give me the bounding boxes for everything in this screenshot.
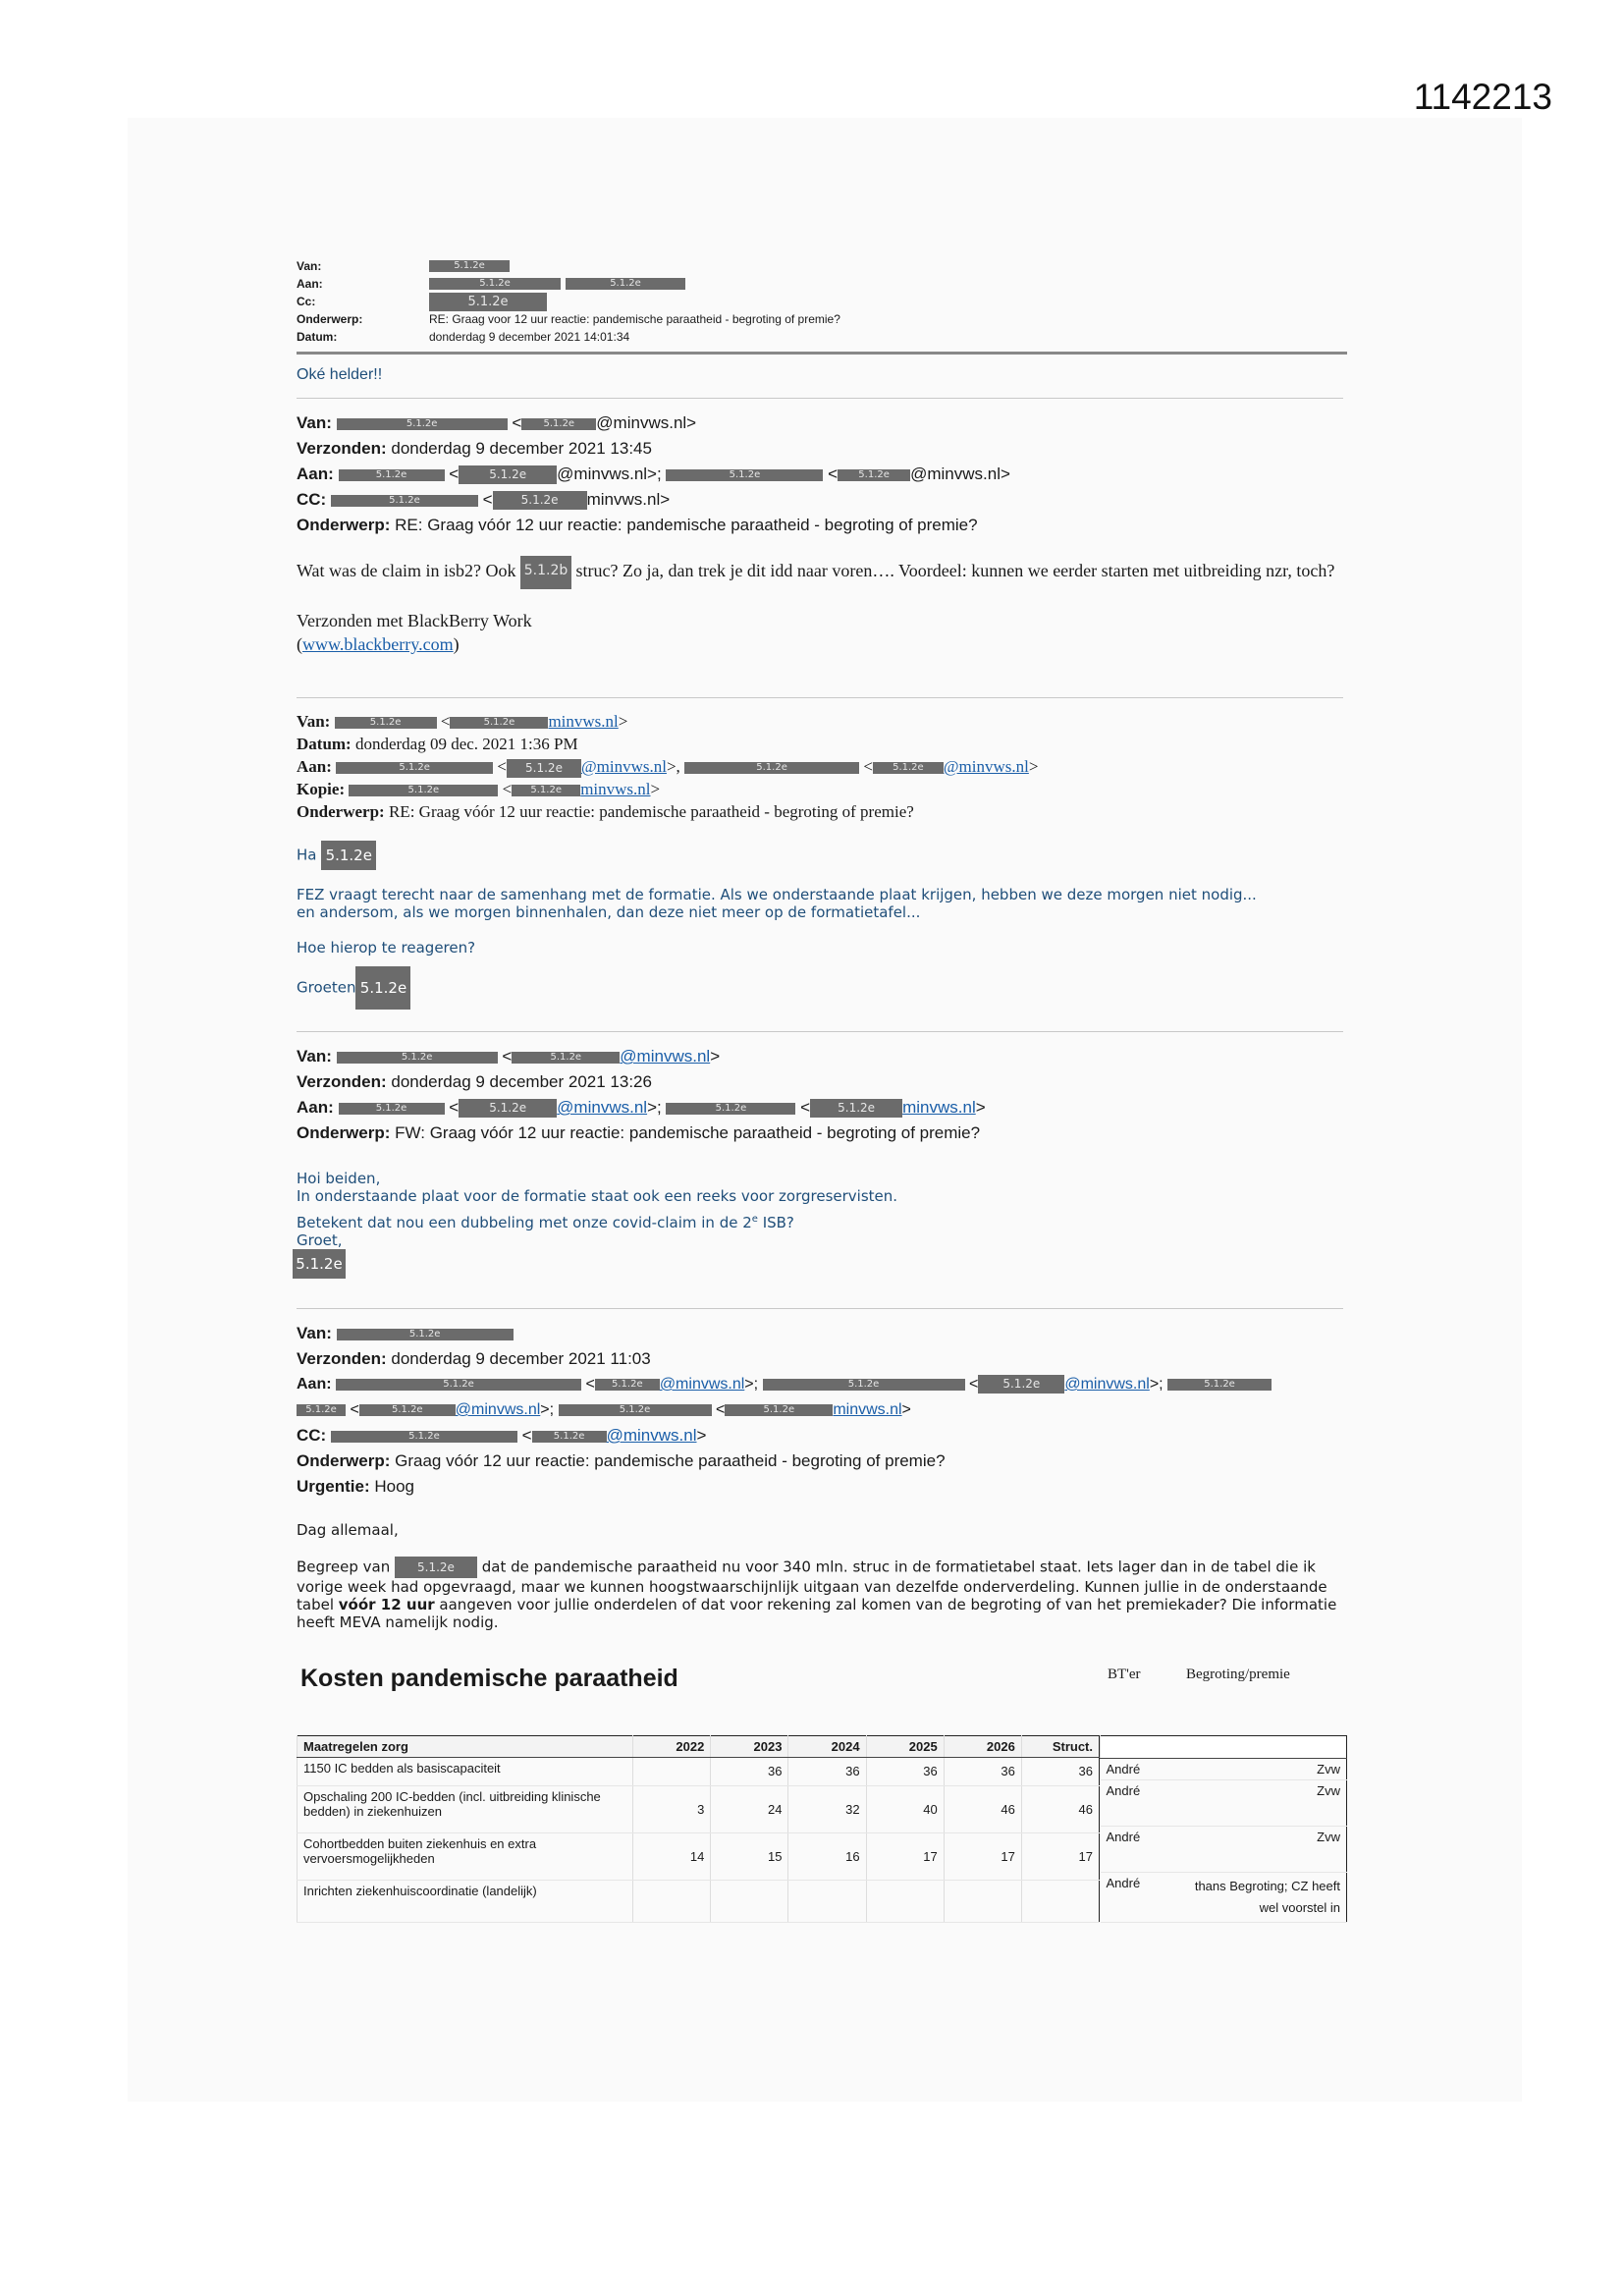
redaction: 5.1.2e — [684, 762, 859, 774]
signoff: Groeten — [297, 978, 356, 997]
redaction: 5.1.2e — [507, 759, 581, 778]
redaction: 5.1.2e — [355, 966, 410, 1010]
redaction: 5.1.2e — [395, 1557, 477, 1578]
redaction: 5.1.2e — [595, 1379, 660, 1391]
redaction: 5.1.2e — [559, 1404, 712, 1416]
table-header: 2023 — [711, 1736, 788, 1758]
outer-email-header — [297, 257, 1347, 346]
divider — [297, 398, 1343, 399]
redaction: 5.1.2e — [838, 469, 910, 481]
table-cell — [866, 1881, 944, 1923]
email-link[interactable]: @minvws.nl — [659, 1376, 745, 1393]
aan-label: Aan: — [297, 277, 323, 291]
urgentie-label: Urgentie: — [297, 1477, 370, 1496]
table-header: 2024 — [788, 1736, 866, 1758]
email-block-3: Van: 5.1.2e < 5.1.2e @minvws.nl> Verzonden: donderdag 9 december 2021 13:26 Aan: 5.1.2e < 5.1.2e @minvws.nl>; 5.1.2e < 5.1.2e minvws.nl> Onderwerp: FW: Graag vóór 12 uur reactie: pandemische paraatheid - begroting of premie? — [297, 1047, 986, 1142]
email-link[interactable]: @minvws.nl — [1064, 1376, 1150, 1393]
redaction: 5.1.2e — [810, 1099, 902, 1118]
cc-label: CC: — [297, 1426, 327, 1445]
paragraph: Begreep van — [297, 1558, 391, 1576]
van-label: Van: — [297, 1047, 332, 1066]
table-row — [1101, 1780, 1347, 1827]
date: donderdag 09 dec. 2021 1:36 PM — [354, 735, 578, 753]
aan-label: Aan: — [297, 1098, 334, 1117]
subject: FW: Graag vóór 12 uur reactie: pandemische paraatheid - begroting of premie? — [395, 1123, 981, 1142]
blackberry-link[interactable]: www.blackberry.com — [302, 634, 454, 654]
redaction: 5.1.2e — [532, 1431, 607, 1443]
greeting: Ha — [297, 846, 317, 864]
paragraph: en andersom, als we morgen binnenhalen, dan deze niet meer op de formatietafel... — [297, 903, 921, 921]
col-bp-header: Begroting/premie — [1186, 1667, 1290, 1682]
signoff: Groet, — [297, 1231, 343, 1249]
table-row — [1101, 1759, 1347, 1780]
redaction: 5.1.2e — [459, 465, 557, 484]
table-cell: 36 — [788, 1758, 866, 1786]
redaction: 5.1.2e — [339, 1103, 445, 1115]
redaction: 5.1.2e — [450, 717, 548, 729]
paragraph: aangeven voor jullie onderdelen of dat voor rekening zal komen van de begroting of van het premiekader? Die informatie heeft MEVA namelijk nodig. — [297, 1596, 1337, 1631]
table-header: Maatregelen zorg — [298, 1736, 633, 1758]
kopie-label: Kopie: — [297, 780, 346, 798]
table-cell — [944, 1881, 1021, 1923]
email-block-1: Van: 5.1.2e < 5.1.2e @minvws.nl> Verzonden: donderdag 9 december 2021 13:45 Aan: 5.1.2e < 5.1.2e @minvws.nl>; 5.1.2e < 5.1.2e @minvws.nl> CC: 5.1.2e < 5.1.2e minvws.nl> Onderwerp: RE: Graag vóór 12 uur reactie: pandemische paraatheid - begroting of premie? — [297, 413, 1010, 534]
table-row — [298, 1758, 1100, 1786]
bp-cell: Zvw — [1181, 1759, 1347, 1780]
redaction: 5.1.2e — [297, 1404, 346, 1416]
table-row — [298, 1881, 1100, 1923]
sent-date: donderdag 9 december 2021 13:45 — [391, 439, 652, 458]
aan-label: Aan: — [297, 757, 332, 776]
email-link[interactable]: minvws.nl — [580, 780, 651, 798]
redaction: 5.1.2e — [725, 1404, 833, 1416]
onderwerp-label: Onderwerp: — [297, 1123, 391, 1142]
redaction: 5.1.2e — [1167, 1379, 1272, 1391]
table-cell: 36 — [866, 1758, 944, 1786]
table-header-blank — [1101, 1736, 1347, 1759]
paragraph: Hoe hierop te reageren? — [297, 939, 476, 957]
table-header-row — [298, 1736, 1100, 1758]
email-block-4: Van: 5.1.2e Verzonden: donderdag 9 december 2021 11:03 Aan: 5.1.2e < 5.1.2e @minvws.nl>; 5.1.2e < 5.1.2e @minvws.nl>; 5.1.2e 5.1.2e < 5.1.2e @minvws.nl>; 5.1.2e < 5.1.2e minvws.nl> CC: 5.1.2e < 5.1.2e @minvws.nl> Onderwerp: Graag vóór 12 uur reactie: pandemische paraatheid - begroting of premie? Urgentie: Hoog — [297, 1321, 1347, 1500]
table-row — [1101, 1873, 1347, 1923]
redaction: 5.1.2e — [331, 495, 478, 507]
redaction: 5.1.2e — [666, 1103, 795, 1115]
paragraph: Betekent dat nou een dubbeling met onze covid-claim in de 2 — [297, 1214, 752, 1231]
sent-date: donderdag 9 december 2021 13:26 — [391, 1072, 652, 1091]
redaction: 5.1.2e — [666, 469, 823, 481]
email-body-2 — [297, 841, 1347, 1010]
paragraph: dat de pandemische paraatheid nu voor 340 mln. struc in de formatietabel staat. Iets lager dan in de tabel die ik vorige week had opgevraagd, maar we kunnen hoogstwaarschijnlijk uitgaan van dezelfde onderverdeling. Kunnen jullie in de onderstaande tabel — [297, 1558, 1327, 1613]
table-header: Struct. — [1021, 1736, 1099, 1758]
paren: ( — [297, 634, 302, 654]
email-body-4 — [297, 1521, 1347, 1631]
redaction: 5.1.2e — [873, 762, 944, 774]
table-cell: 24 — [711, 1785, 788, 1832]
email-link[interactable]: minvws.nl — [902, 1098, 976, 1117]
deadline: vóór 12 uur — [338, 1596, 435, 1613]
divider — [297, 697, 1343, 698]
redaction: 5.1.2e — [337, 1052, 498, 1064]
responsibility-table — [1100, 1735, 1347, 1923]
redaction: 5.1.2e — [512, 1052, 620, 1064]
row-label: 1150 IC bedden als basiscapaciteit — [298, 1758, 633, 1786]
email-domain: @minvws.nl> — [596, 413, 697, 432]
table-cell: 16 — [788, 1832, 866, 1880]
paragraph: ISB? — [757, 1214, 794, 1231]
redaction: 5.1.2e — [321, 841, 376, 870]
table-row — [298, 1832, 1100, 1880]
redaction: 5.1.2e — [293, 1249, 346, 1279]
sent-date: donderdag 9 december 2021 11:03 — [391, 1349, 651, 1368]
header-divider — [297, 352, 1347, 355]
bp-cell: Zvw — [1181, 1827, 1347, 1873]
header-subject: RE: Graag voor 12 uur reactie: pandemische paraatheid - begroting of premie? — [429, 312, 840, 326]
email-link[interactable]: minvws.nl — [548, 712, 619, 731]
header-date: donderdag 9 december 2021 14:01:34 — [429, 330, 630, 344]
email-block-2: Van: 5.1.2e < 5.1.2e minvws.nl> Datum: donderdag 09 dec. 2021 1:36 PM Aan: 5.1.2e < 5.1.2e @minvws.nl>, 5.1.2e < 5.1.2e @minvws.nl> Kopie: 5.1.2e < 5.1.2e minvws.nl> Onderwerp: RE: Graag vóór 12 uur reactie: pandemische paraatheid - begroting of premie? — [297, 712, 1039, 821]
col-bt-header: BT'er — [1108, 1667, 1141, 1682]
row-label: Opschaling 200 IC-bedden (incl. uitbreiding klinische bedden) in ziekenhuizen — [298, 1785, 633, 1832]
van-label: Van: — [297, 712, 331, 731]
document-number: 1142213 — [1413, 77, 1552, 117]
body-text: struc? Zo ja, dan trek je dit idd naar voren…. Voordeel: kunnen we eerder starten met uitbreiding nzr, toch? — [575, 561, 1335, 581]
van-label: Van: — [297, 259, 322, 273]
van-label: Van: — [297, 1324, 332, 1342]
redaction: 5.1.2e — [493, 491, 587, 510]
greeting: Hoi beiden, — [297, 1170, 381, 1187]
table-cell: 3 — [633, 1785, 711, 1832]
table-cell: 15 — [711, 1832, 788, 1880]
superscript: e — [751, 1214, 758, 1225]
aan-label: Aan: — [297, 1376, 332, 1393]
verzonden-label: Verzonden: — [297, 1349, 387, 1368]
redaction: 5.1.2e — [459, 1099, 557, 1118]
table-cell — [788, 1881, 866, 1923]
redaction: 5.1.2e — [429, 293, 547, 311]
email-link[interactable]: @minvws.nl — [620, 1047, 711, 1066]
table-cell — [1021, 1881, 1099, 1923]
bp-cell: thans Begroting; CZ heeft wel voorstel in — [1181, 1873, 1347, 1923]
verzonden-label: Verzonden: — [297, 439, 387, 458]
email-link[interactable]: minvws.nl — [833, 1401, 902, 1418]
redaction: 5.1.2e — [359, 1404, 456, 1416]
redaction: 5.1.2e — [763, 1379, 965, 1391]
onderwerp-label: Onderwerp: — [297, 1451, 391, 1470]
table-cell: 36 — [711, 1758, 788, 1786]
van-label: Van: — [297, 413, 332, 432]
cc-label: CC: — [297, 490, 327, 509]
table-cell: 46 — [944, 1785, 1021, 1832]
table-cell: 17 — [1021, 1832, 1099, 1880]
redaction: 5.1.2e — [978, 1375, 1064, 1394]
redaction: 5.1.2e — [349, 785, 498, 796]
onderwerp-label: Onderwerp: — [297, 802, 385, 821]
greeting: Dag allemaal, — [297, 1521, 399, 1539]
aan-label: Aan: — [297, 465, 334, 483]
email-document — [297, 257, 1347, 1923]
cc-label: Cc: — [297, 295, 316, 308]
redaction: 5.1.2e — [429, 278, 561, 290]
table-header-row — [1101, 1736, 1347, 1759]
email-domain: @minvws.nl>; — [557, 465, 662, 483]
bt-cell: André — [1101, 1827, 1181, 1873]
row-label: Inrichten ziekenhuiscoordinatie (landelijk) — [298, 1881, 633, 1923]
body-text: Wat was de claim in isb2? Ook — [297, 561, 516, 581]
table-cell — [711, 1881, 788, 1923]
email-link[interactable]: @minvws.nl — [943, 757, 1029, 776]
verzonden-label: Verzonden: — [297, 1072, 387, 1091]
urgency: Hoog — [374, 1477, 414, 1496]
redaction: 5.1.2e — [331, 1431, 517, 1443]
email-body-1 — [297, 556, 1347, 656]
blackberry-line — [297, 632, 1347, 656]
bt-cell: André — [1101, 1780, 1181, 1827]
email-link[interactable]: @minvws.nl — [557, 1098, 648, 1117]
sent-with: Verzonden met BlackBerry Work — [297, 611, 532, 630]
row-label: Cohortbedden buiten ziekenhuis en extra vervoersmogelijkheden — [298, 1832, 633, 1880]
table-cell: 32 — [788, 1785, 866, 1832]
table-cell: 40 — [866, 1785, 944, 1832]
datum-label: Datum: — [297, 735, 352, 753]
redaction: 5.1.2e — [512, 785, 580, 796]
paragraph: In onderstaande plaat voor de formatie staat ook een reeks voor zorgreservisten. — [297, 1187, 898, 1205]
onderwerp-label: Onderwerp: — [297, 516, 391, 534]
email-domain: @minvws.nl> — [910, 465, 1010, 483]
table-cell: 17 — [944, 1832, 1021, 1880]
table-header: 2025 — [866, 1736, 944, 1758]
table-cell: 14 — [633, 1832, 711, 1880]
bt-cell: André — [1101, 1759, 1181, 1780]
redaction: 5.1.2e — [337, 1329, 514, 1340]
table-cell: 36 — [944, 1758, 1021, 1786]
redaction: 5.1.2e — [521, 418, 596, 430]
redaction: 5.1.2e — [429, 260, 510, 272]
table-cell — [633, 1758, 711, 1786]
reply-text: Oké helder!! — [297, 366, 383, 383]
email-link[interactable]: @minvws.nl — [606, 1426, 697, 1445]
subject: Graag vóór 12 uur reactie: pandemische paraatheid - begroting of premie? — [395, 1451, 946, 1470]
cost-table — [297, 1735, 1100, 1923]
table-cell: 36 — [1021, 1758, 1099, 1786]
table-row — [298, 1785, 1100, 1832]
subject: RE: Graag vóór 12 uur reactie: pandemische paraatheid - begroting of premie? — [395, 516, 978, 534]
onderwerp-label: Onderwerp: — [297, 312, 363, 326]
redaction: 5.1.2e — [335, 717, 437, 729]
paren: ) — [453, 634, 460, 654]
table-header: 2022 — [633, 1736, 711, 1758]
bt-cell: André — [1101, 1873, 1181, 1923]
table-title: Kosten pandemische paraatheid — [300, 1665, 678, 1692]
redaction: 5.1.2b — [520, 556, 571, 589]
divider — [297, 1031, 1343, 1032]
table-cell — [633, 1881, 711, 1923]
bp-cell: Zvw — [1181, 1780, 1347, 1827]
email-body-3 — [297, 1170, 1347, 1279]
table-cell: 46 — [1021, 1785, 1099, 1832]
redaction: 5.1.2e — [339, 469, 445, 481]
email-link[interactable]: @minvws.nl — [455, 1401, 541, 1418]
datum-label: Datum: — [297, 330, 338, 344]
email-link[interactable]: @minvws.nl — [581, 757, 667, 776]
paragraph: FEZ vraagt terecht naar de samenhang met de formatie. Als we onderstaande plaat krijgen, hebben we deze morgen niet nodig... — [297, 886, 1257, 903]
redaction: 5.1.2e — [336, 1379, 581, 1391]
cost-table-wrapper — [297, 1735, 1347, 1923]
table-title-row — [297, 1665, 1347, 1700]
redaction: 5.1.2e — [337, 418, 508, 430]
redaction: 5.1.2e — [336, 762, 493, 774]
redaction: 5.1.2e — [566, 278, 685, 290]
table-header: 2026 — [944, 1736, 1021, 1758]
table-cell: 17 — [866, 1832, 944, 1880]
table-row — [1101, 1827, 1347, 1873]
subject: RE: Graag vóór 12 uur reactie: pandemische paraatheid - begroting of premie? — [388, 802, 914, 821]
divider — [297, 1308, 1343, 1309]
email-domain: minvws.nl> — [586, 490, 671, 509]
